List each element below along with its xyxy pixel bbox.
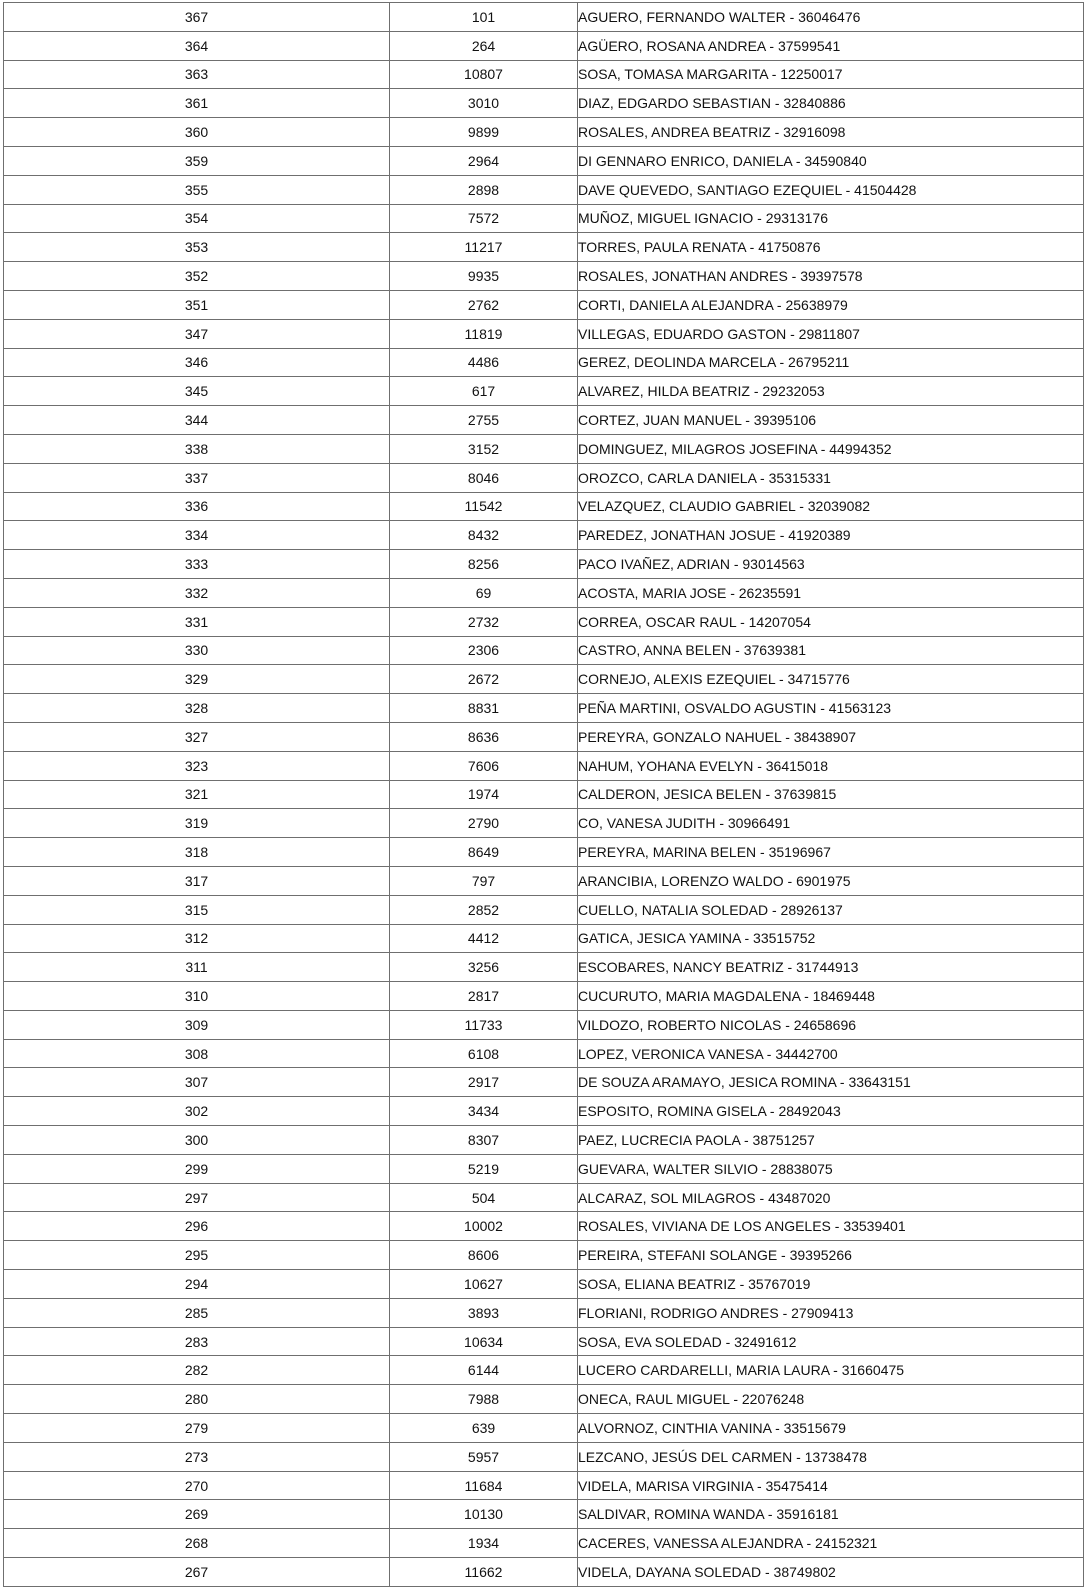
order-cell: 273 xyxy=(4,1442,390,1471)
name-cell: AGUERO, FERNANDO WALTER - 36046476 xyxy=(578,3,1084,32)
order-cell: 311 xyxy=(4,953,390,982)
table-row xyxy=(4,722,1084,751)
name-cell: ALVAREZ, HILDA BEATRIZ - 29232053 xyxy=(578,377,1084,406)
order-cell: 279 xyxy=(4,1414,390,1443)
number-cell: 10130 xyxy=(390,1500,578,1529)
number-cell: 9935 xyxy=(390,262,578,291)
number-cell: 2306 xyxy=(390,636,578,665)
table-row xyxy=(4,146,1084,175)
number-cell: 8046 xyxy=(390,463,578,492)
name-cell: TORRES, PAULA RENATA - 41750876 xyxy=(578,233,1084,262)
table-row xyxy=(4,1356,1084,1385)
name-cell: SOSA, ELIANA BEATRIZ - 35767019 xyxy=(578,1270,1084,1299)
table-row xyxy=(4,1154,1084,1183)
table-row xyxy=(4,434,1084,463)
table-row xyxy=(4,1558,1084,1587)
name-cell: DOMINGUEZ, MILAGROS JOSEFINA - 44994352 xyxy=(578,434,1084,463)
name-cell: GEREZ, DEOLINDA MARCELA - 26795211 xyxy=(578,348,1084,377)
number-cell: 8256 xyxy=(390,550,578,579)
number-cell: 11662 xyxy=(390,1558,578,1587)
number-cell: 1974 xyxy=(390,780,578,809)
name-cell: GUEVARA, WALTER SILVIO - 28838075 xyxy=(578,1154,1084,1183)
name-cell: CUCURUTO, MARIA MAGDALENA - 18469448 xyxy=(578,982,1084,1011)
name-cell: CASTRO, ANNA BELEN - 37639381 xyxy=(578,636,1084,665)
table-row xyxy=(4,492,1084,521)
name-cell: DI GENNARO ENRICO, DANIELA - 34590840 xyxy=(578,146,1084,175)
name-cell: DE SOUZA ARAMAYO, JESICA ROMINA - 33643151 xyxy=(578,1068,1084,1097)
number-cell: 9899 xyxy=(390,118,578,147)
number-cell: 5957 xyxy=(390,1442,578,1471)
number-cell: 10627 xyxy=(390,1270,578,1299)
table-row xyxy=(4,1010,1084,1039)
number-cell: 2755 xyxy=(390,406,578,435)
name-cell: PACO IVAÑEZ, ADRIAN - 93014563 xyxy=(578,550,1084,579)
order-cell: 310 xyxy=(4,982,390,1011)
table-row xyxy=(4,262,1084,291)
order-cell: 359 xyxy=(4,146,390,175)
table-row xyxy=(4,89,1084,118)
order-cell: 354 xyxy=(4,204,390,233)
roster-table-body xyxy=(4,3,1084,1587)
name-cell: CACERES, VANESSA ALEJANDRA - 24152321 xyxy=(578,1529,1084,1558)
name-cell: SALDIVAR, ROMINA WANDA - 35916181 xyxy=(578,1500,1084,1529)
number-cell: 3152 xyxy=(390,434,578,463)
number-cell: 11733 xyxy=(390,1010,578,1039)
table-row xyxy=(4,1529,1084,1558)
number-cell: 2964 xyxy=(390,146,578,175)
number-cell: 8831 xyxy=(390,694,578,723)
number-cell: 3256 xyxy=(390,953,578,982)
number-cell: 10634 xyxy=(390,1327,578,1356)
name-cell: VIDELA, DAYANA SOLEDAD - 38749802 xyxy=(578,1558,1084,1587)
number-cell: 797 xyxy=(390,866,578,895)
number-cell: 264 xyxy=(390,31,578,60)
table-row xyxy=(4,118,1084,147)
name-cell: CORNEJO, ALEXIS EZEQUIEL - 34715776 xyxy=(578,665,1084,694)
table-row xyxy=(4,1414,1084,1443)
table-row xyxy=(4,694,1084,723)
table-row xyxy=(4,866,1084,895)
table-row xyxy=(4,204,1084,233)
order-cell: 345 xyxy=(4,377,390,406)
number-cell: 2817 xyxy=(390,982,578,1011)
order-cell: 361 xyxy=(4,89,390,118)
number-cell: 10002 xyxy=(390,1212,578,1241)
number-cell: 11542 xyxy=(390,492,578,521)
table-row xyxy=(4,1212,1084,1241)
name-cell: ONECA, RAUL MIGUEL - 22076248 xyxy=(578,1385,1084,1414)
name-cell: CORREA, OSCAR RAUL - 14207054 xyxy=(578,607,1084,636)
table-row xyxy=(4,377,1084,406)
order-cell: 270 xyxy=(4,1471,390,1500)
order-cell: 267 xyxy=(4,1558,390,1587)
order-cell: 330 xyxy=(4,636,390,665)
order-cell: 327 xyxy=(4,722,390,751)
name-cell: PEREYRA, GONZALO NAHUEL - 38438907 xyxy=(578,722,1084,751)
table-row xyxy=(4,1039,1084,1068)
name-cell: PEÑA MARTINI, OSVALDO AGUSTIN - 41563123 xyxy=(578,694,1084,723)
name-cell: CORTEZ, JUAN MANUEL - 39395106 xyxy=(578,406,1084,435)
name-cell: PEREIRA, STEFANI SOLANGE - 39395266 xyxy=(578,1241,1084,1270)
order-cell: 346 xyxy=(4,348,390,377)
order-cell: 312 xyxy=(4,924,390,953)
order-cell: 299 xyxy=(4,1154,390,1183)
name-cell: ACOSTA, MARIA JOSE - 26235591 xyxy=(578,578,1084,607)
table-row xyxy=(4,636,1084,665)
number-cell: 8606 xyxy=(390,1241,578,1270)
name-cell: SOSA, TOMASA MARGARITA - 12250017 xyxy=(578,60,1084,89)
order-cell: 321 xyxy=(4,780,390,809)
number-cell: 3010 xyxy=(390,89,578,118)
table-row xyxy=(4,1126,1084,1155)
number-cell: 504 xyxy=(390,1183,578,1212)
table-row xyxy=(4,809,1084,838)
number-cell: 4486 xyxy=(390,348,578,377)
order-cell: 309 xyxy=(4,1010,390,1039)
order-cell: 283 xyxy=(4,1327,390,1356)
number-cell: 8649 xyxy=(390,838,578,867)
table-row xyxy=(4,1442,1084,1471)
table-row xyxy=(4,348,1084,377)
number-cell: 11217 xyxy=(390,233,578,262)
table-row xyxy=(4,1270,1084,1299)
name-cell: LEZCANO, JESÚS DEL CARMEN - 13738478 xyxy=(578,1442,1084,1471)
order-cell: 347 xyxy=(4,319,390,348)
number-cell: 2898 xyxy=(390,175,578,204)
name-cell: GATICA, JESICA YAMINA - 33515752 xyxy=(578,924,1084,953)
number-cell: 4412 xyxy=(390,924,578,953)
order-cell: 334 xyxy=(4,521,390,550)
name-cell: CUELLO, NATALIA SOLEDAD - 28926137 xyxy=(578,895,1084,924)
order-cell: 333 xyxy=(4,550,390,579)
name-cell: LUCERO CARDARELLI, MARIA LAURA - 31660475 xyxy=(578,1356,1084,1385)
name-cell: SOSA, EVA SOLEDAD - 32491612 xyxy=(578,1327,1084,1356)
table-row xyxy=(4,751,1084,780)
number-cell: 3434 xyxy=(390,1097,578,1126)
name-cell: OROZCO, CARLA DANIELA - 35315331 xyxy=(578,463,1084,492)
name-cell: ALVORNOZ, CINTHIA VANINA - 33515679 xyxy=(578,1414,1084,1443)
number-cell: 2672 xyxy=(390,665,578,694)
table-row xyxy=(4,463,1084,492)
order-cell: 332 xyxy=(4,578,390,607)
name-cell: CO, VANESA JUDITH - 30966491 xyxy=(578,809,1084,838)
name-cell: ARANCIBIA, LORENZO WALDO - 6901975 xyxy=(578,866,1084,895)
order-cell: 280 xyxy=(4,1385,390,1414)
order-cell: 351 xyxy=(4,290,390,319)
name-cell: CALDERON, JESICA BELEN - 37639815 xyxy=(578,780,1084,809)
name-cell: VILDOZO, ROBERTO NICOLAS - 24658696 xyxy=(578,1010,1084,1039)
order-cell: 364 xyxy=(4,31,390,60)
table-row xyxy=(4,175,1084,204)
number-cell: 3893 xyxy=(390,1298,578,1327)
name-cell: PAREDEZ, JONATHAN JOSUE - 41920389 xyxy=(578,521,1084,550)
number-cell: 11819 xyxy=(390,319,578,348)
table-row xyxy=(4,924,1084,953)
order-cell: 296 xyxy=(4,1212,390,1241)
number-cell: 11684 xyxy=(390,1471,578,1500)
order-cell: 294 xyxy=(4,1270,390,1299)
name-cell: ROSALES, JONATHAN ANDRES - 39397578 xyxy=(578,262,1084,291)
table-row xyxy=(4,895,1084,924)
number-cell: 7988 xyxy=(390,1385,578,1414)
name-cell: DIAZ, EDGARDO SEBASTIAN - 32840886 xyxy=(578,89,1084,118)
number-cell: 10807 xyxy=(390,60,578,89)
number-cell: 2790 xyxy=(390,809,578,838)
table-row xyxy=(4,319,1084,348)
number-cell: 69 xyxy=(390,578,578,607)
order-cell: 353 xyxy=(4,233,390,262)
name-cell: ROSALES, ANDREA BEATRIZ - 32916098 xyxy=(578,118,1084,147)
name-cell: PEREYRA, MARINA BELEN - 35196967 xyxy=(578,838,1084,867)
table-row xyxy=(4,953,1084,982)
number-cell: 5219 xyxy=(390,1154,578,1183)
number-cell: 7572 xyxy=(390,204,578,233)
table-row xyxy=(4,1500,1084,1529)
order-cell: 344 xyxy=(4,406,390,435)
number-cell: 2917 xyxy=(390,1068,578,1097)
order-cell: 355 xyxy=(4,175,390,204)
table-row xyxy=(4,3,1084,32)
order-cell: 297 xyxy=(4,1183,390,1212)
order-cell: 285 xyxy=(4,1298,390,1327)
table-row xyxy=(4,780,1084,809)
name-cell: PAEZ, LUCRECIA PAOLA - 38751257 xyxy=(578,1126,1084,1155)
name-cell: FLORIANI, RODRIGO ANDRES - 27909413 xyxy=(578,1298,1084,1327)
order-cell: 338 xyxy=(4,434,390,463)
order-cell: 307 xyxy=(4,1068,390,1097)
table-row xyxy=(4,60,1084,89)
order-cell: 328 xyxy=(4,694,390,723)
number-cell: 6108 xyxy=(390,1039,578,1068)
number-cell: 2852 xyxy=(390,895,578,924)
order-cell: 360 xyxy=(4,118,390,147)
name-cell: DAVE QUEVEDO, SANTIAGO EZEQUIEL - 41504428 xyxy=(578,175,1084,204)
number-cell: 6144 xyxy=(390,1356,578,1385)
name-cell: CORTI, DANIELA ALEJANDRA - 25638979 xyxy=(578,290,1084,319)
number-cell: 2762 xyxy=(390,290,578,319)
number-cell: 2732 xyxy=(390,607,578,636)
name-cell: VELAZQUEZ, CLAUDIO GABRIEL - 32039082 xyxy=(578,492,1084,521)
table-row xyxy=(4,1097,1084,1126)
table-row xyxy=(4,1385,1084,1414)
name-cell: MUÑOZ, MIGUEL IGNACIO - 29313176 xyxy=(578,204,1084,233)
name-cell: ALCARAZ, SOL MILAGROS - 43487020 xyxy=(578,1183,1084,1212)
table-row xyxy=(4,1183,1084,1212)
table-row xyxy=(4,1471,1084,1500)
number-cell: 8636 xyxy=(390,722,578,751)
roster-table xyxy=(3,2,1084,1587)
table-row xyxy=(4,578,1084,607)
table-row xyxy=(4,982,1084,1011)
table-row xyxy=(4,607,1084,636)
number-cell: 101 xyxy=(390,3,578,32)
order-cell: 282 xyxy=(4,1356,390,1385)
name-cell: ROSALES, VIVIANA DE LOS ANGELES - 33539401 xyxy=(578,1212,1084,1241)
table-row xyxy=(4,1298,1084,1327)
order-cell: 363 xyxy=(4,60,390,89)
order-cell: 315 xyxy=(4,895,390,924)
order-cell: 331 xyxy=(4,607,390,636)
name-cell: LOPEZ, VERONICA VANESA - 34442700 xyxy=(578,1039,1084,1068)
order-cell: 367 xyxy=(4,3,390,32)
order-cell: 268 xyxy=(4,1529,390,1558)
order-cell: 319 xyxy=(4,809,390,838)
number-cell: 7606 xyxy=(390,751,578,780)
table-row xyxy=(4,290,1084,319)
table-row xyxy=(4,665,1084,694)
number-cell: 8307 xyxy=(390,1126,578,1155)
name-cell: AGÜERO, ROSANA ANDREA - 37599541 xyxy=(578,31,1084,60)
order-cell: 329 xyxy=(4,665,390,694)
order-cell: 318 xyxy=(4,838,390,867)
table-row xyxy=(4,406,1084,435)
table-row xyxy=(4,838,1084,867)
order-cell: 317 xyxy=(4,866,390,895)
order-cell: 352 xyxy=(4,262,390,291)
name-cell: ESCOBARES, NANCY BEATRIZ - 31744913 xyxy=(578,953,1084,982)
name-cell: VILLEGAS, EDUARDO GASTON - 29811807 xyxy=(578,319,1084,348)
order-cell: 337 xyxy=(4,463,390,492)
table-row xyxy=(4,550,1084,579)
table-row xyxy=(4,31,1084,60)
order-cell: 269 xyxy=(4,1500,390,1529)
name-cell: NAHUM, YOHANA EVELYN - 36415018 xyxy=(578,751,1084,780)
number-cell: 639 xyxy=(390,1414,578,1443)
table-row xyxy=(4,1327,1084,1356)
name-cell: VIDELA, MARISA VIRGINIA - 35475414 xyxy=(578,1471,1084,1500)
order-cell: 302 xyxy=(4,1097,390,1126)
order-cell: 308 xyxy=(4,1039,390,1068)
order-cell: 300 xyxy=(4,1126,390,1155)
table-row xyxy=(4,521,1084,550)
order-cell: 323 xyxy=(4,751,390,780)
table-row xyxy=(4,233,1084,262)
number-cell: 617 xyxy=(390,377,578,406)
order-cell: 295 xyxy=(4,1241,390,1270)
number-cell: 8432 xyxy=(390,521,578,550)
name-cell: ESPOSITO, ROMINA GISELA - 28492043 xyxy=(578,1097,1084,1126)
number-cell: 1934 xyxy=(390,1529,578,1558)
table-row xyxy=(4,1068,1084,1097)
order-cell: 336 xyxy=(4,492,390,521)
table-row xyxy=(4,1241,1084,1270)
